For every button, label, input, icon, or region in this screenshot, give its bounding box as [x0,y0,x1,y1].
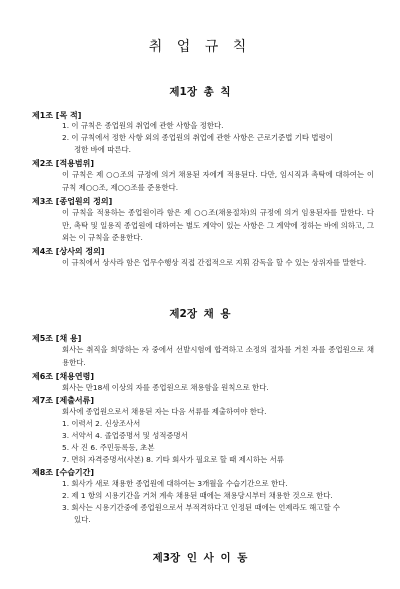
article-heading: 제1조 [목 적] [32,111,82,120]
list-item: 3. 서약서 4. 졸업증명서 및 성적증명서 [62,431,188,440]
article-text: 회사는 취직을 희망하는 자 중에서 선발시험에 합격하고 소정의 절차를 거친 자를 종업원으로 채용한다. [62,345,374,367]
article-heading: 제6조 [채용연령] [32,372,95,381]
article-heading: 제4조 [상사의 정의] [32,247,105,256]
list-item: 1. 이력서 2. 신상조사서 [62,419,141,428]
article-line: 1. 이 규칙은 종업원의 취업에 관한 사항을 정한다. [62,121,224,130]
article-line: 회사에 종업원으로서 채용된 자는 다음 서류를 제출하여야 한다. [62,407,267,416]
article-line: 있다. [74,515,91,524]
article-text: 이 규칙을 적용하는 종업원이라 함은 제 ○○조(채용절차)의 규정에 의거 임용된자를 말한다. 다만, 촉탁 및 일용직 종업원에 대하여는 별도 계약이 있는 사항은 그 계약에 정하는 바에 의하고, 그 외는 이 규칙을 준용한다. [62,208,374,243]
article-line: 3. 회사는 시용기간중에 종업원으로서 부적격하다고 인정된 때에는 언제라도 해고할 수 [62,503,341,512]
article-heading: 제8조 [수습기간] [32,468,95,477]
list-item: 7. 면허 자격증명서(사본) 8. 기타 회사가 필요로 할 때 제시하는 서류 [62,455,284,464]
article-text: 이 규칙은 제 ○○조의 규정에 의거 채용된 자에게 적용된다. 다만, 임시직과 촉탁에 대하여는 이 규칙 제○○조, 제○○조를 준용한다. [62,170,374,192]
list-item: 5. 사 진 6. 주민등록등, 초본 [62,443,155,452]
article-line: 정한 바에 따른다. [74,145,132,154]
chapter-heading: 제3장 인 사 이 동 [152,552,248,564]
article-heading: 제7조 [제출서류] [32,396,95,405]
chapter-heading: 제1장 총 칙 [169,86,231,98]
document-title: 취 업 규 칙 [148,39,252,55]
article-line: 2. 이 규칙에서 정한 사항 외의 종업원의 취업에 관한 사항은 근로기준법 기타 법령이 [62,133,333,142]
article-heading: 제5조 [채 용] [32,334,82,343]
chapter-heading: 제2장 채 용 [169,308,231,320]
article-line: 회사는 만18세 이상의 자를 종업원으로 채용함을 원칙으로 한다. [62,383,269,392]
article-line: 2. 제 1 항의 시용기간을 거쳐 계속 채용된 때에는 채용당시부터 채용한 것으로 한다. [62,491,333,500]
article-text: 이 규칙에서 상사라 함은 업무수행상 직접 간접적으로 지휘 감독을 할 수 있는 상위자를 말한다. [62,258,367,267]
article-heading: 제2조 [적용범위] [32,159,95,168]
article-line: 1. 회사가 새로 채용한 종업원에 대하여는 3개월을 수습기간으로 한다. [62,479,288,488]
article-heading: 제3조 [종업원의 정의] [32,197,113,206]
